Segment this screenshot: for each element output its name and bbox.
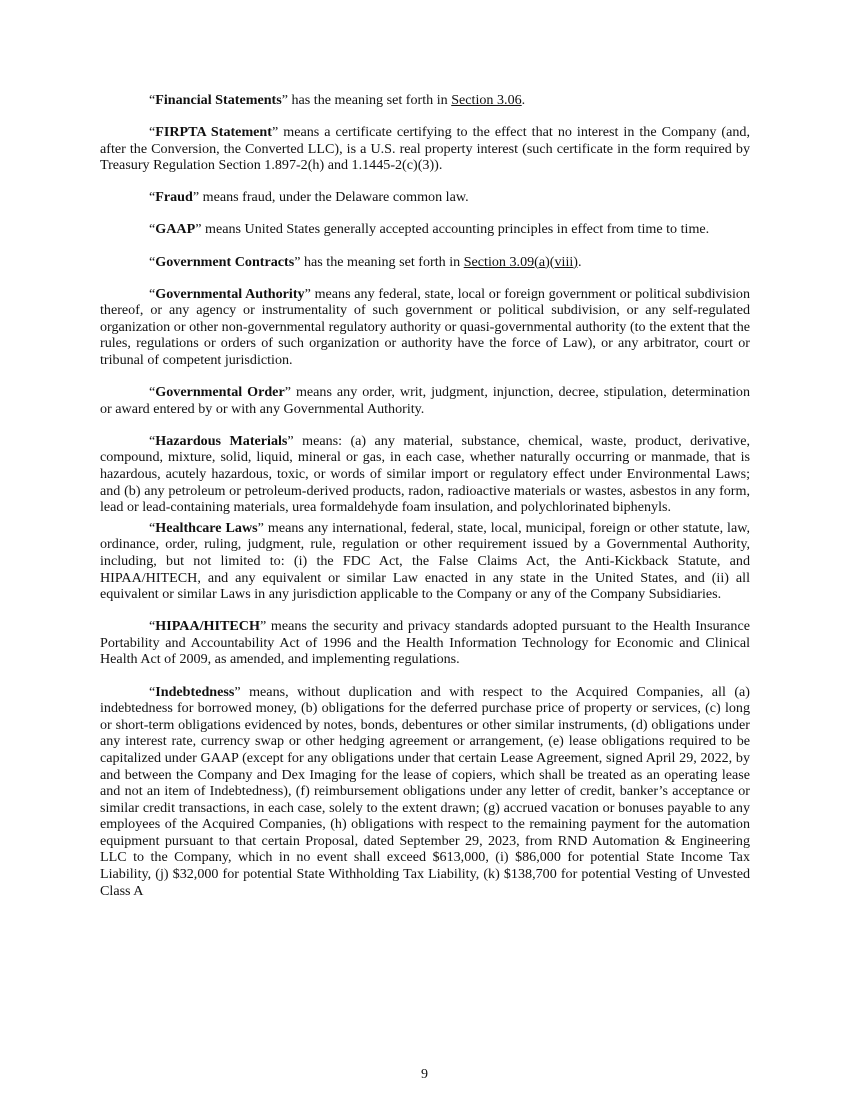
definition-text: means a certificate certifying to the effect that no interest in the Company (and, after the Conversion, the Converted LLC), is a U.S. real property interest (such certificate in the form required by Treasury Regulation Section 1.897-2(h) and 1.1445-2(c)(3)). xyxy=(100,124,750,174)
open-quote: “ xyxy=(149,253,156,270)
definition-governmental-authority xyxy=(100,286,750,369)
close-quote: ” xyxy=(234,683,250,700)
defined-term: Government Contracts xyxy=(155,253,295,270)
close-quote: ” xyxy=(192,189,203,206)
definition-government-contracts xyxy=(100,254,750,271)
defined-term: Fraud xyxy=(155,189,193,206)
defined-term: GAAP xyxy=(155,221,196,238)
defined-term: Hazardous Materials xyxy=(155,432,288,449)
open-quote: “ xyxy=(149,519,156,536)
open-quote: “ xyxy=(149,92,156,108)
definition-text: has the meaning set forth in xyxy=(291,92,452,108)
open-quote: “ xyxy=(149,285,156,302)
defined-term: FIRPTA Statement xyxy=(155,124,272,141)
definition-text: has the meaning set forth in xyxy=(304,253,464,270)
defined-term: Indebtedness xyxy=(155,683,235,700)
open-quote: “ xyxy=(149,618,156,635)
definition-indebtedness xyxy=(100,684,750,900)
open-quote: “ xyxy=(149,384,156,401)
close-quote: ” xyxy=(195,221,205,238)
definition-text: means any international, federal, state, local, municipal, foreign or other statute, law, ordinance, order, ruling, judgment, rule, regulation or other requirement issued by a Governmental Authority, including, but not limited to: (i) the FDC Act, the False Claims Act, the Anti-Kickback Statute, and HIPAA/HITECH, and any equivalent or similar Law enacted in any state in the United States, and (ii) all equivalent or similar Laws in any jurisdiction applicable to the Company or any of the Company Subsidiaries. xyxy=(100,519,751,603)
page-number: 9 xyxy=(421,1067,428,1082)
close-quote: ” xyxy=(304,285,315,302)
close-quote: ” xyxy=(271,124,284,141)
close-quote: ” xyxy=(259,618,271,635)
definition-financial-statements xyxy=(100,92,750,109)
close-quote: ” xyxy=(257,519,268,536)
open-quote: “ xyxy=(149,124,156,141)
open-quote: “ xyxy=(149,432,156,449)
definition-firpta-statement xyxy=(100,124,750,174)
definition-hipaa-hitech xyxy=(100,618,750,668)
definition-gaap xyxy=(100,221,750,238)
definition-text: means any order, writ, judgment, injunction, decree, stipulation, determination or award entered by or with any Governmental Authority. xyxy=(100,384,750,417)
definition-fraud xyxy=(100,189,750,206)
section-reference-link[interactable]: Section 3.09(a)(viii) xyxy=(463,253,578,270)
defined-term: Governmental Order xyxy=(155,384,285,401)
close-quote: ” xyxy=(281,92,292,108)
definition-text: means any federal, state, local or foreign government or political subdivision thereof, or any agency or instrumentality of such government or political subdivision, or any self-regulated organization or other non-governmental regulatory authority or quasi-governmental authority (to the extent that the rules, regulations or orders of such organization or authority have the force of Law), or any arbitrator, court or tribunal of competent jurisdiction. xyxy=(100,285,750,369)
definition-text: means: (a) any material, substance, chemical, waste, product, derivative, compound, mixture, solid, liquid, mineral or gas, in each case, whether naturally occurring or manmade, that is hazardous, acutely hazardous, toxic, or words of similar import or regulatory effect under Environmental Laws; and (b) any petroleum or petroleum-derived products, radon, radioactive materials or wastes, asbestos in any form, lead or lead-containing materials, urea formaldehyde foam insulation, and polychlorinated biphenyls. xyxy=(100,432,751,516)
definition-text: means United States generally accepted accounting principles in effect from time to time. xyxy=(204,221,710,238)
open-quote: “ xyxy=(149,221,156,238)
definition-text: means, without duplication and with respect to the Acquired Companies, all (a) indebtedness for borrowed money, (b) obligations for the deferred purchase price of property or services, (c) long or short-term obligations evidenced by notes, bonds, debentures or other similar instruments, (d) obligations under any interest rate, currency swap or other hedging agreement or arrangement, (e) lease obligations required to be capitalized under GAAP (except for any obligations under that certain Lease Agreement, signed April 29, 2022, by and between the Company and Dex Imaging for the lease of copiers, which shall be treated as an operating lease and not an item of Indebtedness), (f) reimbursement obligations under any letter of credit, banker’s acceptance or similar credit transactions, in each case, solely to the extent drawn; (g) accrued vacation or bonuses payable to any employees of the Acquired Companies, (h) obligations with respect to the remaining payment for the automation equipment pursuant to that certain Proposal, dated September 29, 2023, from RND Automation & Engineering LLC to the Company, which in no event shall exceed $613,000, (i) $86,000 for potential State Income Tax Liability, (j) $32,000 for potential State Withholding Tax Liability, (k) $138,700 for potential Vesting of Unvested Class A xyxy=(100,683,750,899)
definition-hazardous-materials xyxy=(100,433,750,516)
section-reference-link[interactable]: Section 3.06 xyxy=(451,92,522,108)
definition-governmental-order xyxy=(100,384,750,417)
defined-term: HIPAA/HITECH xyxy=(155,618,260,635)
open-quote: “ xyxy=(149,189,156,206)
close-quote: ” xyxy=(294,253,304,270)
defined-term: Governmental Authority xyxy=(155,285,305,302)
open-quote: “ xyxy=(149,683,156,700)
close-quote: ” xyxy=(284,384,296,401)
definition-healthcare-laws xyxy=(100,520,750,603)
definition-text-end: . xyxy=(521,92,526,108)
document-page xyxy=(100,92,750,915)
close-quote: ” xyxy=(287,432,303,449)
definition-text: means fraud, under the Delaware common law. xyxy=(202,189,469,206)
defined-term: Financial Statements xyxy=(155,92,282,108)
defined-term: Healthcare Laws xyxy=(155,519,258,536)
definition-text: means the security and privacy standards adopted pursuant to the Health Insurance Portability and Accountability Act of 1996 and the Health Information Technology for Economic and Clinical Health Act of 2009, as amended, and implementing regulations. xyxy=(100,618,750,668)
definition-text-end: . xyxy=(578,253,582,270)
